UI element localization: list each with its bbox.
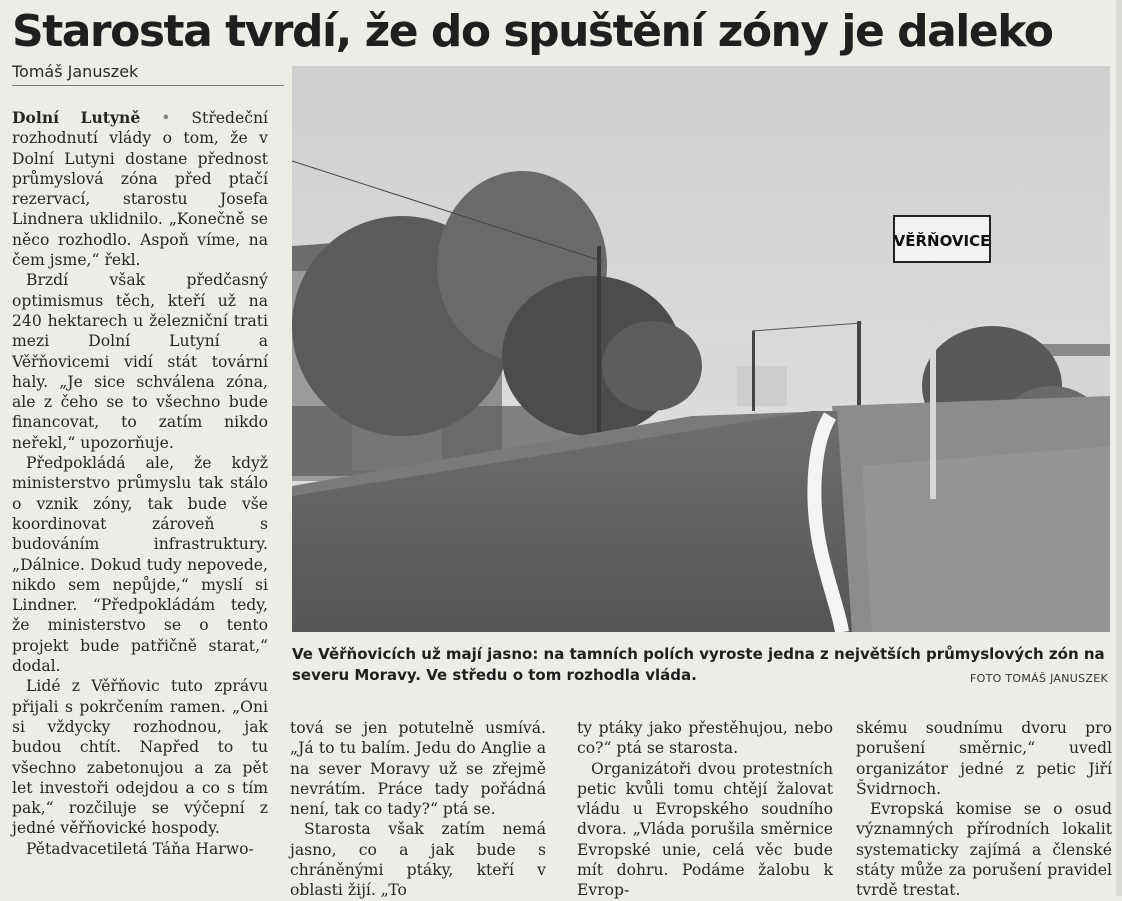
- paragraph: skému soudnímu dvoru pro porušení směrnic,“ uvedl organizátor jedné z petic Jiří Švidrnoch.: [856, 719, 1112, 798]
- photo-caption: Ve Věřňovicích už mají jasno: na tamních polích vyroste jedna z největších průmyslových zón na severu Moravy. Ve středu o tom rozhodla vláda.: [292, 645, 1105, 684]
- town-sign-text: VĚŘŇOVICE: [893, 232, 991, 250]
- article-column-2: [290, 718, 546, 901]
- news-photo: [292, 66, 1110, 632]
- paragraph: Pětadvacetiletá Táňa Harwo-: [26, 839, 254, 858]
- bullet-icon: •: [161, 109, 171, 127]
- paragraph: Lidé z Věřňovic tuto zprávu přijali s pokrčením ramen. „Oni si vždycky rozhodnou, jak budou chtít. Napřed to tu všechno zabetonujou a za pět let investoři odejdou a co s tím pak,“ rozčiluje se výčepní z jedné věřňovické hospody.: [12, 677, 268, 838]
- paragraph: Starosta však zatím nemá jasno, co a jak bude s chráněnými ptáky, kteří v oblasti žijí. „To: [290, 820, 546, 900]
- paragraph: Brzdí však předčasný optimismus těch, kteří už na 240 hektarech u železniční trati mezi Dolní Lutyní a Věřňovicemi vidí stát tovární haly. „Je sice schválena zóna, ale z čeho se to všechno bude financovat, to zatím nikdo neřekl,“ upozorňuje.: [12, 271, 268, 452]
- article-column-1: [12, 108, 268, 859]
- paragraph: Předpokládá ale, že když ministerstvo průmyslu tak stálo o vznik zóny, tak bude vše koordinovat zároveň s budováním infrastruktury. „Dálnice. Dokud tudy nepovede, nikdo sem nepůjde,“ myslí si Lindner. “Předpokládám tedy, že ministerstvo se o tento projekt bude patřičně starat,“ dodal.: [12, 454, 268, 676]
- photo-credit: FOTO TOMÁŠ JANUSZEK: [970, 672, 1108, 685]
- paragraph: Organizátoři dvou protestních petic kvůli tomu chtějí žalovat vládu u Evropského soudního dvora. „Vláda porušila směrnice Evropské unie, celá věc bude mít dohru. Podáme žalobu k Evrop-: [577, 759, 833, 900]
- paragraph: Evropská komise se o osud významných přírodních lokalit systematicky zajímá a členské státy může za porušení pravidel tvrdě trestat.: [856, 800, 1112, 900]
- article-column-4: [856, 718, 1112, 901]
- paragraph: [12, 108, 268, 270]
- headline: Starosta tvrdí, že do spuštění zóny je daleko: [12, 6, 1053, 57]
- paragraph: tová se jen potutelně usmívá. „Já to tu balím. Jedu do Anglie a na sever Moravy už se zřejmě nevrátím. Práce tady pořádná není, tak co tady?“ ptá se.: [290, 719, 546, 819]
- paragraph-text: Středeční rozhodnutí vlády o tom, že v Dolní Lutyni dostane přednost průmyslová zóna před ptačí rezervací, starostu Josefa Lindnera uklidnilo. „Konečně se něco rozhodlo. Aspoň víme, na čem jsme,“ řekl.: [12, 109, 268, 270]
- article-column-3: [577, 718, 833, 901]
- paragraph: ty ptáky jako přestěhujou, nebo co?“ ptá se starosta.: [577, 719, 833, 758]
- dateline: Dolní Lutyně: [12, 108, 141, 127]
- page-edge: [1116, 0, 1122, 896]
- byline: Tomáš Januszek: [12, 62, 284, 86]
